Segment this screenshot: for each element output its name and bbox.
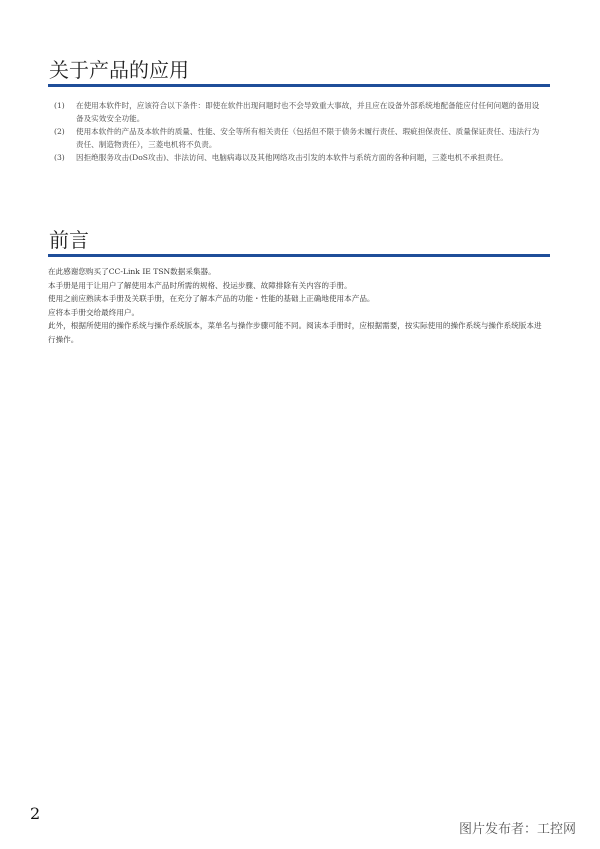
preface-heading: 前言 [49, 228, 89, 252]
preface-paragraph: 此外，根据所使用的操作系统与操作系统版本，菜单名与操作步骤可能不同。阅读本手册时，应根据需要，按实际使用的操作系统与操作系统版本进行操作。 [48, 321, 542, 344]
preface-paragraph: 本手册是用于让用户了解使用本产品时所需的规格、投运步骤、故障排除有关内容的手册。 [48, 280, 352, 290]
list-item-text: 在使用本软件时，应该符合以下条件：即使在软件出现问题时也不会导致重大事故，并且应在设备外部系统地配备能应付任何问题的备用设备及实效安全功能。 [76, 101, 540, 123]
list-item [54, 151, 550, 164]
application-heading-rule [48, 84, 550, 87]
preface-paragraph: 应将本手册交给最终用户。 [48, 307, 140, 317]
application-list [48, 99, 550, 164]
preface-section [48, 228, 550, 346]
preface-paragraph: 在此感谢您购买了CC-Link IE TSN数据采集器。 [48, 267, 216, 276]
preface-heading-rule [48, 254, 550, 257]
list-item [54, 99, 550, 125]
watermark: 图片发布者：工控网 [458, 822, 576, 837]
list-item-number: (3) [54, 153, 65, 162]
preface-paragraph: 使用之前应熟读本手册及关联手册，在充分了解本产品的功能・性能的基础上正确地使用本产品。 [48, 294, 375, 303]
list-item-text: 使用本软件的产品及本软件的质量、性能、安全等所有相关责任（包括但不限于债务未履行责任、瑕疵担保责任、质量保证责任、违法行为责任、制造物责任），三菱电机将不负责。 [76, 127, 540, 149]
list-item-number: (1) [54, 101, 65, 110]
list-item-text: 因拒绝服务攻击(DoS攻击)、非法访问、电脑病毒以及其他网络攻击引发的本软件与系统方面的各种问题，三菱电机不承担责任。 [76, 153, 508, 162]
list-item [54, 125, 550, 151]
list-item-number: (2) [54, 127, 65, 136]
preface-body [48, 265, 550, 346]
page-number: 2 [30, 804, 41, 823]
application-heading: 关于产品的应用 [49, 58, 189, 82]
application-section [48, 58, 550, 164]
